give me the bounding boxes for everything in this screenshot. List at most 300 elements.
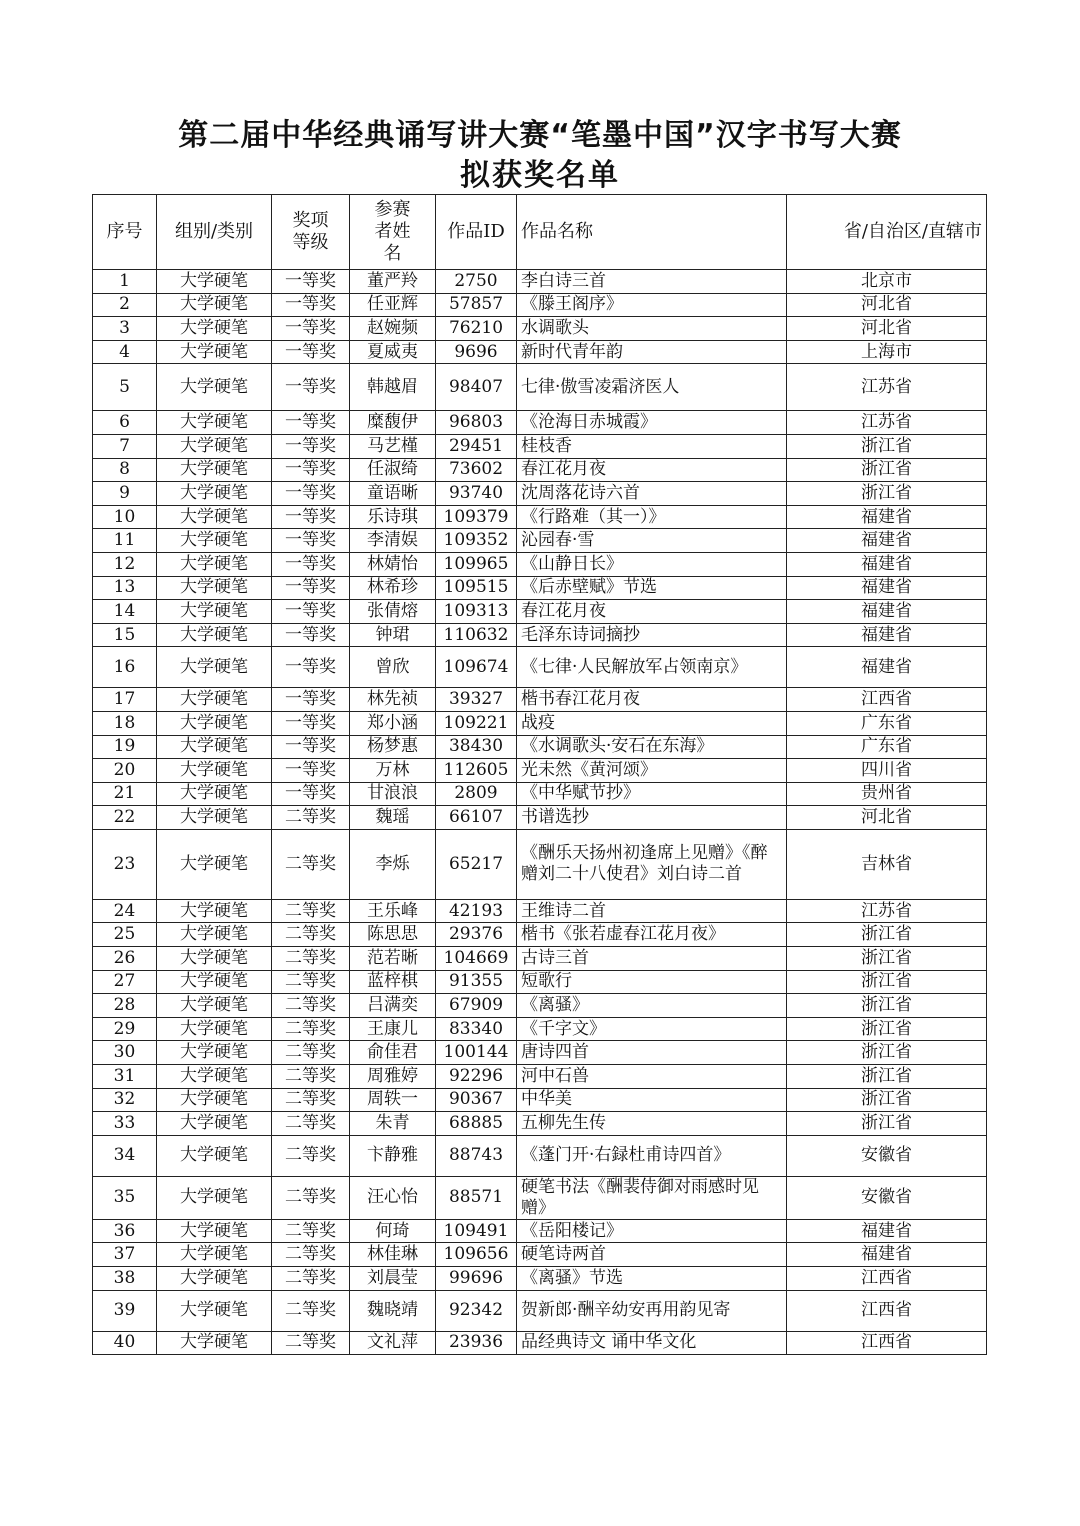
cell-work: 河中石兽 [517,1065,787,1089]
cell-prov: 浙江省 [787,1065,987,1089]
cell-award: 二等奖 [272,899,350,923]
cell-work: 中华美 [517,1088,787,1112]
cell-id: 67909 [436,994,517,1018]
cell-name: 赵婉频 [350,317,436,341]
cell-prov: 上海市 [787,340,987,364]
table-row [93,1219,987,1243]
table-row [93,970,987,994]
cell-award: 二等奖 [272,947,350,971]
table-row [93,576,987,600]
cell-group: 大学硬笔 [157,482,272,506]
cell-name: 林希珍 [350,576,436,600]
table-row [93,411,987,435]
cell-prov: 四川省 [787,759,987,783]
cell-award: 二等奖 [272,1267,350,1291]
cell-id: 98407 [436,364,517,411]
cell-name: 夏威夷 [350,340,436,364]
cell-work: 《千字文》 [517,1017,787,1041]
cell-award: 一等奖 [272,458,350,482]
cell-prov: 福建省 [787,600,987,624]
cell-prov: 福建省 [787,623,987,647]
cell-name: 杨梦惠 [350,735,436,759]
cell-name: 童语晰 [350,482,436,506]
cell-award: 一等奖 [272,576,350,600]
cell-id: 42193 [436,899,517,923]
cell-no: 16 [93,647,157,688]
cell-id: 110632 [436,623,517,647]
cell-work: 品经典诗文 诵中华文化 [517,1331,787,1355]
cell-work: 水调歌头 [517,317,787,341]
cell-group: 大学硬笔 [157,829,272,899]
cell-name: 朱青 [350,1112,436,1136]
cell-group: 大学硬笔 [157,1243,272,1267]
cell-no: 5 [93,364,157,411]
cell-group: 大学硬笔 [157,782,272,806]
cell-group: 大学硬笔 [157,1112,272,1136]
cell-no: 21 [93,782,157,806]
cell-name: 林佳琳 [350,1243,436,1267]
cell-id: 73602 [436,458,517,482]
table-row [93,1331,987,1355]
cell-award: 一等奖 [272,735,350,759]
cell-award: 一等奖 [272,711,350,735]
cell-id: 76210 [436,317,517,341]
cell-award: 二等奖 [272,1219,350,1243]
cell-id: 109515 [436,576,517,600]
table-row [93,1017,987,1041]
table-row [93,899,987,923]
table-row [93,1290,987,1331]
cell-work: 楷书《张若虚春江花月夜》 [517,923,787,947]
header-cell: 参赛者姓名 [350,195,436,270]
cell-no: 27 [93,970,157,994]
cell-work: 《酬乐天扬州初逢席上见赠》《醉赠刘二十八使君》刘白诗二首 [517,829,787,899]
cell-group: 大学硬笔 [157,899,272,923]
cell-prov: 浙江省 [787,1041,987,1065]
cell-no: 8 [93,458,157,482]
cell-prov: 安徽省 [787,1135,987,1176]
cell-prov: 浙江省 [787,482,987,506]
header-cell: 作品名称 [517,195,787,270]
cell-id: 38430 [436,735,517,759]
cell-prov: 河北省 [787,317,987,341]
cell-prov: 江西省 [787,1267,987,1291]
cell-name: 何琦 [350,1219,436,1243]
cell-work: 《离骚》 [517,994,787,1018]
cell-work: 《滕王阁序》 [517,293,787,317]
cell-group: 大学硬笔 [157,923,272,947]
cell-id: 109656 [436,1243,517,1267]
cell-name: 吕满奕 [350,994,436,1018]
cell-no: 39 [93,1290,157,1331]
cell-work: 短歌行 [517,970,787,994]
cell-name: 王乐峰 [350,899,436,923]
cell-no: 36 [93,1219,157,1243]
cell-id: 93740 [436,482,517,506]
cell-work: 古诗三首 [517,947,787,971]
cell-work: 沈周落花诗六首 [517,482,787,506]
table-row [93,1267,987,1291]
cell-group: 大学硬笔 [157,552,272,576]
cell-award: 一等奖 [272,317,350,341]
cell-group: 大学硬笔 [157,759,272,783]
cell-work: 光未然《黄河颂》 [517,759,787,783]
cell-name: 糜馥伊 [350,411,436,435]
cell-prov: 浙江省 [787,923,987,947]
cell-name: 刘晨莹 [350,1267,436,1291]
table-row [93,735,987,759]
cell-group: 大学硬笔 [157,1041,272,1065]
table-row [93,994,987,1018]
table-row [93,529,987,553]
cell-prov: 福建省 [787,1219,987,1243]
table-row [93,317,987,341]
cell-name: 钟珺 [350,623,436,647]
cell-name: 林婧怡 [350,552,436,576]
cell-prov: 广东省 [787,711,987,735]
cell-name: 魏晓靖 [350,1290,436,1331]
table-row [93,647,987,688]
cell-id: 83340 [436,1017,517,1041]
cell-group: 大学硬笔 [157,270,272,294]
cell-prov: 浙江省 [787,947,987,971]
cell-id: 109965 [436,552,517,576]
header-cell: 省/自治区/直辖市 [787,195,987,270]
cell-prov: 江苏省 [787,899,987,923]
cell-id: 66107 [436,806,517,830]
cell-work: 春江花月夜 [517,458,787,482]
cell-prov: 浙江省 [787,434,987,458]
cell-award: 一等奖 [272,411,350,435]
cell-id: 99696 [436,1267,517,1291]
cell-group: 大学硬笔 [157,806,272,830]
table-header-row [93,195,987,270]
award-table [92,194,987,1355]
cell-prov: 浙江省 [787,970,987,994]
cell-group: 大学硬笔 [157,411,272,435]
cell-award: 二等奖 [272,1065,350,1089]
table-row [93,947,987,971]
cell-group: 大学硬笔 [157,1290,272,1331]
cell-work: 《山静日长》 [517,552,787,576]
cell-award: 二等奖 [272,970,350,994]
cell-no: 30 [93,1041,157,1065]
table-row [93,340,987,364]
cell-group: 大学硬笔 [157,647,272,688]
cell-no: 18 [93,711,157,735]
table-row [93,1088,987,1112]
cell-group: 大学硬笔 [157,1017,272,1041]
cell-no: 32 [93,1088,157,1112]
cell-award: 二等奖 [272,1243,350,1267]
cell-name: 韩越眉 [350,364,436,411]
cell-award: 二等奖 [272,1041,350,1065]
cell-no: 15 [93,623,157,647]
cell-group: 大学硬笔 [157,505,272,529]
cell-id: 39327 [436,688,517,712]
cell-award: 二等奖 [272,923,350,947]
cell-work: 七律·傲雪凌霜济医人 [517,364,787,411]
header-cell: 序号 [93,195,157,270]
cell-name: 张倩熔 [350,600,436,624]
cell-group: 大学硬笔 [157,623,272,647]
cell-prov: 江西省 [787,1331,987,1355]
cell-award: 二等奖 [272,829,350,899]
cell-id: 2750 [436,270,517,294]
table-row [93,434,987,458]
cell-name: 周雅婷 [350,1065,436,1089]
cell-group: 大学硬笔 [157,1065,272,1089]
cell-award: 一等奖 [272,529,350,553]
cell-work: 李白诗三首 [517,270,787,294]
cell-prov: 福建省 [787,529,987,553]
cell-prov: 吉林省 [787,829,987,899]
cell-award: 一等奖 [272,759,350,783]
cell-award: 二等奖 [272,1135,350,1176]
table-row [93,1135,987,1176]
table-row [93,270,987,294]
cell-prov: 浙江省 [787,1088,987,1112]
cell-id: 109674 [436,647,517,688]
table-row [93,458,987,482]
cell-name: 李清娱 [350,529,436,553]
cell-group: 大学硬笔 [157,688,272,712]
cell-prov: 贵州省 [787,782,987,806]
cell-no: 12 [93,552,157,576]
cell-group: 大学硬笔 [157,1135,272,1176]
table-row [93,688,987,712]
cell-no: 6 [93,411,157,435]
cell-prov: 福建省 [787,576,987,600]
cell-award: 二等奖 [272,1331,350,1355]
table-body [93,270,987,1355]
cell-award: 二等奖 [272,1176,350,1219]
cell-group: 大学硬笔 [157,1219,272,1243]
cell-name: 俞佳君 [350,1041,436,1065]
cell-id: 112605 [436,759,517,783]
cell-work: 毛泽东诗词摘抄 [517,623,787,647]
cell-work: 《中华赋节抄》 [517,782,787,806]
cell-work: 贺新郎·酬辛幼安再用韵见寄 [517,1290,787,1331]
cell-award: 一等奖 [272,647,350,688]
cell-work: 《岳阳楼记》 [517,1219,787,1243]
cell-name: 文礼萍 [350,1331,436,1355]
cell-award: 一等奖 [272,293,350,317]
cell-prov: 江西省 [787,688,987,712]
cell-work: 桂枝香 [517,434,787,458]
cell-id: 92296 [436,1065,517,1089]
cell-group: 大学硬笔 [157,340,272,364]
cell-prov: 浙江省 [787,458,987,482]
cell-award: 二等奖 [272,994,350,1018]
cell-name: 汪心怡 [350,1176,436,1219]
cell-id: 92342 [436,1290,517,1331]
cell-id: 9696 [436,340,517,364]
table-row [93,623,987,647]
cell-id: 29376 [436,923,517,947]
cell-prov: 福建省 [787,647,987,688]
cell-group: 大学硬笔 [157,994,272,1018]
cell-work: 五柳先生传 [517,1112,787,1136]
cell-name: 万林 [350,759,436,783]
cell-award: 一等奖 [272,340,350,364]
cell-award: 一等奖 [272,623,350,647]
cell-group: 大学硬笔 [157,364,272,411]
cell-award: 一等奖 [272,270,350,294]
cell-id: 109221 [436,711,517,735]
cell-work: 唐诗四首 [517,1041,787,1065]
cell-no: 22 [93,806,157,830]
cell-no: 7 [93,434,157,458]
table-row [93,759,987,783]
document-subtitle: 拟获奖名单 [460,158,620,193]
cell-prov: 江苏省 [787,411,987,435]
cell-id: 109379 [436,505,517,529]
header-cell: 作品ID [436,195,517,270]
cell-group: 大学硬笔 [157,735,272,759]
cell-award: 一等奖 [272,434,350,458]
cell-award: 一等奖 [272,482,350,506]
cell-work: 《沧海日赤城霞》 [517,411,787,435]
cell-group: 大学硬笔 [157,1267,272,1291]
header-cell: 奖项等级 [272,195,350,270]
cell-id: 57857 [436,293,517,317]
cell-no: 19 [93,735,157,759]
cell-prov: 福建省 [787,552,987,576]
cell-name: 任淑绮 [350,458,436,482]
table-row [93,782,987,806]
cell-no: 1 [93,270,157,294]
cell-no: 13 [93,576,157,600]
cell-name: 范若晰 [350,947,436,971]
cell-no: 11 [93,529,157,553]
cell-group: 大学硬笔 [157,529,272,553]
cell-award: 一等奖 [272,688,350,712]
cell-work: 硬笔书法《酬裴侍御对雨感时见赠》 [517,1176,787,1219]
cell-no: 20 [93,759,157,783]
cell-work: 书谱选抄 [517,806,787,830]
cell-id: 109491 [436,1219,517,1243]
cell-group: 大学硬笔 [157,1176,272,1219]
cell-prov: 浙江省 [787,994,987,1018]
cell-id: 91355 [436,970,517,994]
cell-no: 40 [93,1331,157,1355]
cell-work: 《蓬门开·右録杜甫诗四首》 [517,1135,787,1176]
cell-name: 蓝梓棋 [350,970,436,994]
table-row [93,364,987,411]
cell-id: 104669 [436,947,517,971]
cell-no: 3 [93,317,157,341]
cell-group: 大学硬笔 [157,1088,272,1112]
cell-prov: 福建省 [787,1243,987,1267]
cell-award: 一等奖 [272,600,350,624]
table-row [93,293,987,317]
cell-name: 乐诗琪 [350,505,436,529]
table-row [93,505,987,529]
cell-group: 大学硬笔 [157,434,272,458]
cell-award: 一等奖 [272,364,350,411]
cell-id: 109352 [436,529,517,553]
cell-work: 楷书春江花月夜 [517,688,787,712]
table-row [93,600,987,624]
cell-name: 陈思思 [350,923,436,947]
cell-no: 31 [93,1065,157,1089]
table-row [93,1112,987,1136]
cell-id: 100144 [436,1041,517,1065]
cell-prov: 北京市 [787,270,987,294]
cell-award: 二等奖 [272,1017,350,1041]
cell-prov: 河北省 [787,293,987,317]
cell-name: 卞静雅 [350,1135,436,1176]
cell-award: 二等奖 [272,1088,350,1112]
cell-award: 二等奖 [272,806,350,830]
cell-no: 34 [93,1135,157,1176]
cell-group: 大学硬笔 [157,317,272,341]
cell-work: 战疫 [517,711,787,735]
cell-no: 2 [93,293,157,317]
cell-group: 大学硬笔 [157,970,272,994]
cell-group: 大学硬笔 [157,711,272,735]
cell-work: 硬笔诗两首 [517,1243,787,1267]
document-title: 第二届中华经典诵写讲大赛“笔墨中国”汉字书写大赛 [178,118,902,153]
cell-no: 29 [93,1017,157,1041]
cell-no: 38 [93,1267,157,1291]
table-row [93,923,987,947]
cell-work: 春江花月夜 [517,600,787,624]
cell-name: 马艺槿 [350,434,436,458]
cell-name: 王康儿 [350,1017,436,1041]
cell-id: 65217 [436,829,517,899]
cell-no: 37 [93,1243,157,1267]
cell-id: 109313 [436,600,517,624]
table-row [93,1041,987,1065]
cell-award: 二等奖 [272,1112,350,1136]
table-row [93,1176,987,1219]
table-row [93,1065,987,1089]
cell-id: 29451 [436,434,517,458]
cell-no: 26 [93,947,157,971]
cell-no: 35 [93,1176,157,1219]
cell-no: 9 [93,482,157,506]
cell-work: 新时代青年韵 [517,340,787,364]
cell-work: 王维诗二首 [517,899,787,923]
table-row [93,482,987,506]
cell-no: 17 [93,688,157,712]
cell-no: 4 [93,340,157,364]
cell-id: 68885 [436,1112,517,1136]
cell-prov: 江西省 [787,1290,987,1331]
cell-no: 10 [93,505,157,529]
cell-prov: 河北省 [787,806,987,830]
cell-group: 大学硬笔 [157,293,272,317]
cell-no: 23 [93,829,157,899]
cell-id: 23936 [436,1331,517,1355]
cell-id: 90367 [436,1088,517,1112]
cell-prov: 浙江省 [787,1112,987,1136]
table-row [93,552,987,576]
cell-name: 魏瑶 [350,806,436,830]
table-row [93,1243,987,1267]
cell-no: 28 [93,994,157,1018]
cell-award: 一等奖 [272,505,350,529]
cell-no: 25 [93,923,157,947]
cell-no: 14 [93,600,157,624]
cell-work: 沁园春·雪 [517,529,787,553]
cell-group: 大学硬笔 [157,1331,272,1355]
cell-award: 一等奖 [272,782,350,806]
cell-id: 96803 [436,411,517,435]
cell-work: 《水调歌头·安石在东海》 [517,735,787,759]
